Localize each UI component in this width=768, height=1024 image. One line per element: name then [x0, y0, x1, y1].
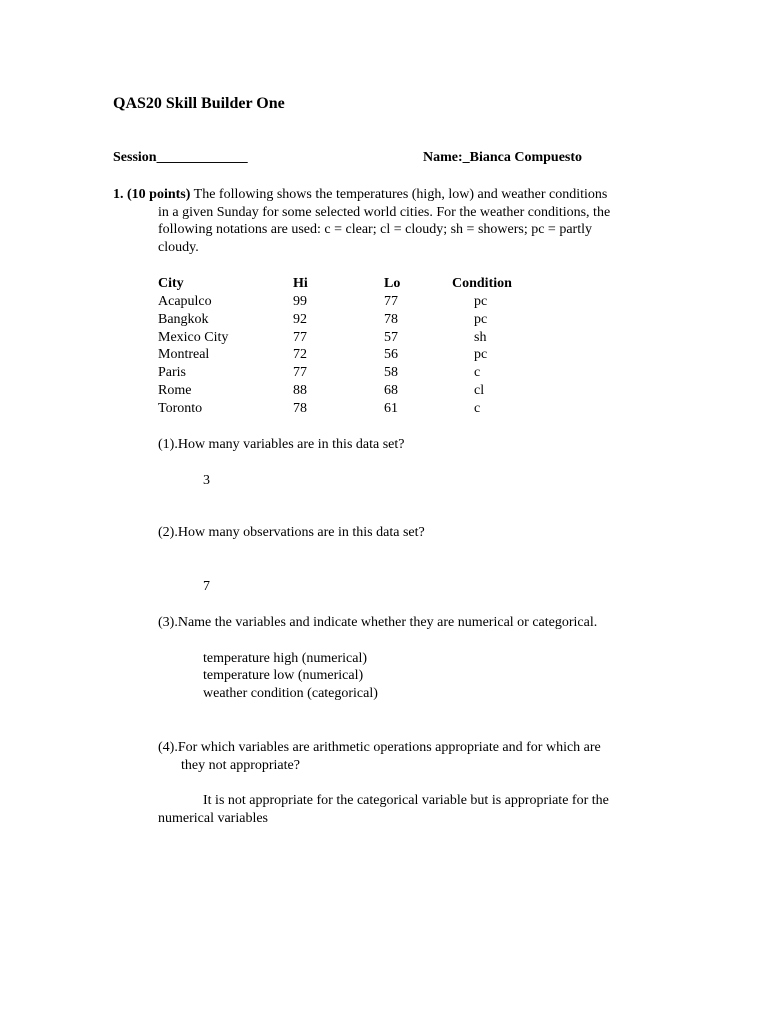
answer-3-line-3: weather condition (categorical) [203, 686, 378, 701]
question-4 [158, 739, 601, 757]
question-text: How many observations are in this data set? [177, 525, 425, 540]
cell-hi: 77 [293, 365, 307, 380]
cell-condition: c [474, 401, 481, 416]
cell-lo: 68 [384, 383, 398, 398]
cell-lo: 78 [384, 312, 398, 327]
cell-city: Paris [158, 365, 186, 380]
col-header-city: City [158, 276, 184, 291]
answer-3-line-2: temperature low (numerical) [203, 668, 364, 683]
cell-lo: 77 [384, 294, 398, 309]
answer-4-line-1: It is not appropriate for the categorical variable but is appropriate for the [203, 793, 609, 808]
question-text: How many variables are in this data set? [177, 437, 405, 452]
cell-lo: 56 [384, 347, 398, 362]
cell-city: Toronto [158, 401, 203, 416]
answer-3-line-1: temperature high (numerical) [203, 651, 368, 666]
question-4-line-2: they not appropriate? [181, 758, 300, 773]
cell-hi: 78 [293, 401, 307, 416]
cell-lo: 58 [384, 365, 398, 380]
cell-city: Montreal [158, 347, 210, 362]
cell-hi: 88 [293, 383, 307, 398]
cell-condition: pc [474, 294, 488, 309]
cell-city: Mexico City [158, 330, 229, 345]
cell-hi: 99 [293, 294, 307, 309]
question-label: (4). [158, 740, 178, 755]
cell-condition: pc [474, 347, 488, 362]
session-field: Session_____________ [113, 150, 248, 165]
cell-condition: pc [474, 312, 488, 327]
answer-4-line-2: numerical variables [158, 811, 269, 826]
cell-lo: 61 [384, 401, 398, 416]
col-header-condition: Condition [452, 276, 512, 291]
problem-intro-line-3: following notations are used: c = clear; cl = cloudy; sh = showers; pc = partly [158, 222, 592, 237]
problem-intro-text: The following shows the temperatures (high, low) and weather conditions [193, 187, 608, 202]
problem-intro-line-4: cloudy. [158, 240, 199, 255]
question-2 [158, 524, 425, 542]
question-1 [158, 436, 404, 454]
cell-condition: c [474, 365, 481, 380]
question-label: (2). [158, 525, 178, 540]
cell-city: Bangkok [158, 312, 209, 327]
question-label: (1). [158, 437, 178, 452]
student-name: Name:_Bianca Compuesto [423, 150, 583, 165]
col-header-hi: Hi [293, 276, 308, 291]
cell-lo: 57 [384, 330, 398, 345]
col-header-lo: Lo [384, 276, 401, 291]
question-text: For which variables are arithmetic operations appropriate and for which are [177, 740, 601, 755]
answer-1: 3 [203, 473, 210, 488]
cell-condition: sh [474, 330, 487, 345]
problem-number: 1. (10 points) [113, 187, 191, 202]
cell-city: Acapulco [158, 294, 212, 309]
cell-hi: 72 [293, 347, 307, 362]
problem-intro-line-2: in a given Sunday for some selected world cities. For the weather conditions, the [158, 205, 611, 220]
question-3 [158, 614, 597, 632]
question-label: (3). [158, 615, 178, 630]
cell-city: Rome [158, 383, 192, 398]
answer-2: 7 [203, 579, 210, 594]
question-text: Name the variables and indicate whether they are numerical or categorical. [177, 615, 598, 630]
cell-hi: 77 [293, 330, 307, 345]
cell-condition: cl [474, 383, 485, 398]
page-title: QAS20 Skill Builder One [113, 95, 285, 112]
problem-intro-line-1 [113, 186, 607, 204]
cell-hi: 92 [293, 312, 307, 327]
